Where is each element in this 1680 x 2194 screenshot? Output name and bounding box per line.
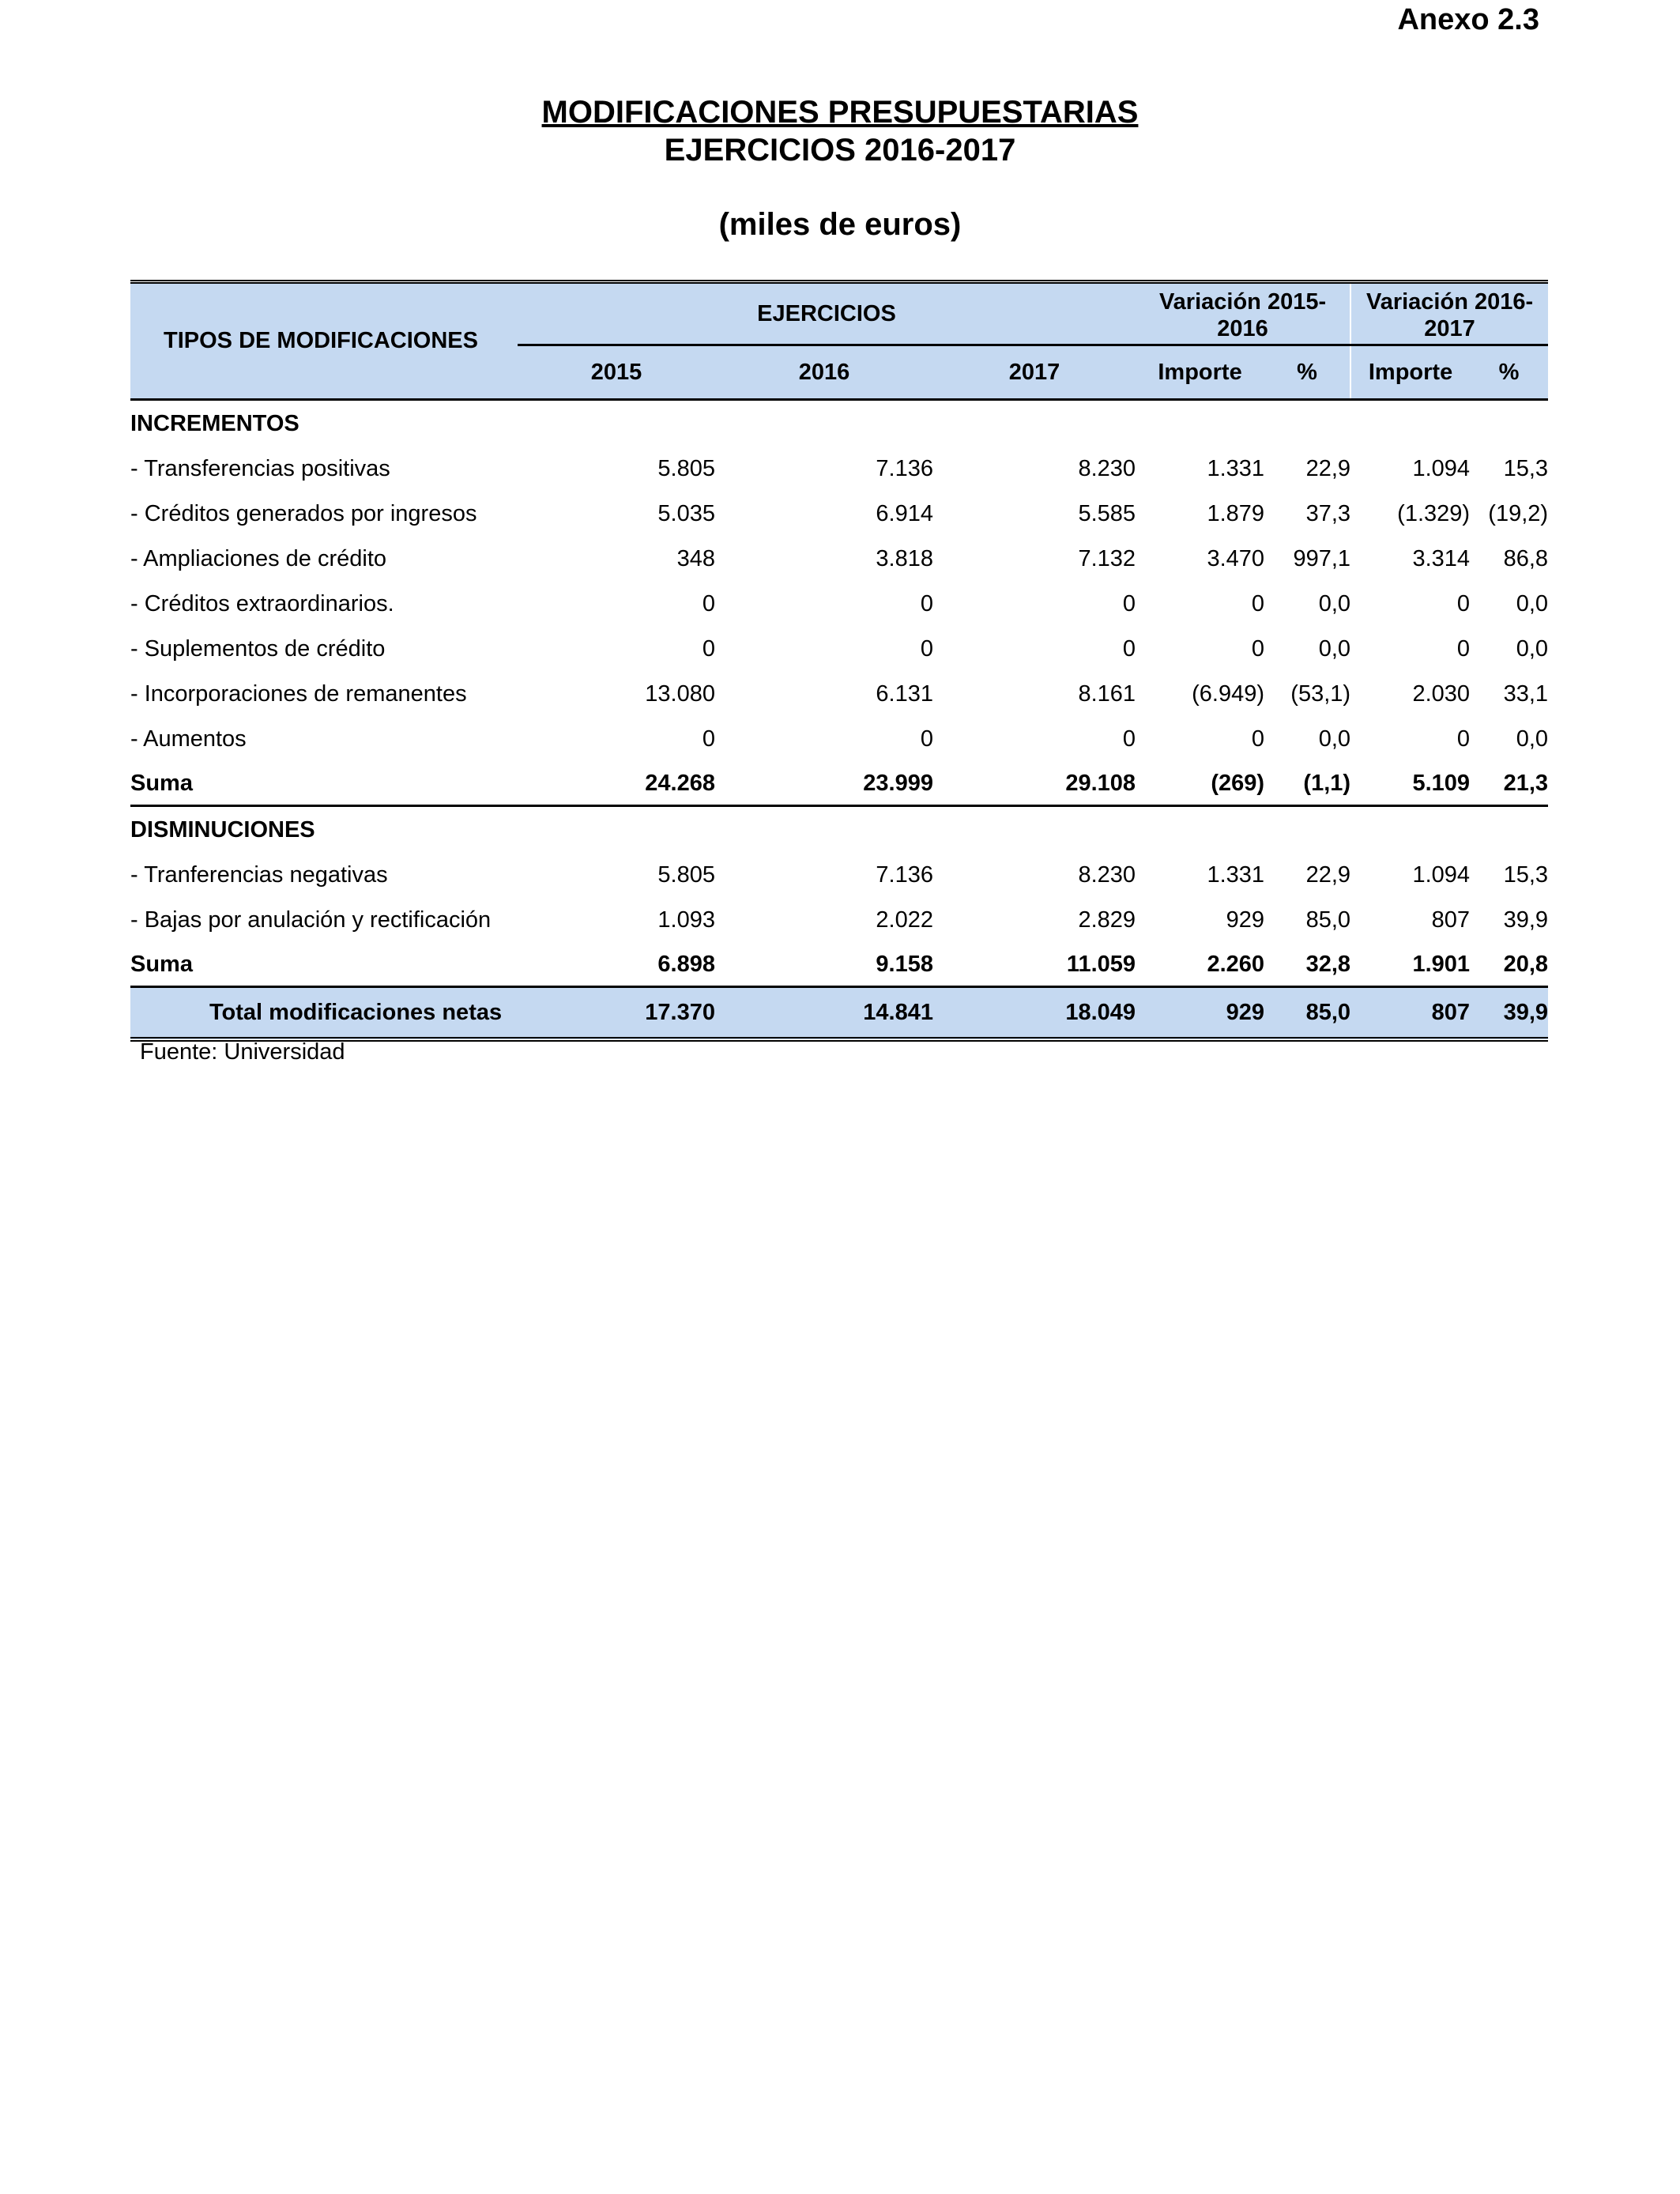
cell-importe-2: 1.901 [1412,951,1471,977]
cell-percent-2: 86,8 [1503,546,1549,571]
annex-label: Anexo 2.3 [1397,3,1539,36]
row-label: - Tranferencias negativas [130,862,388,888]
header-variation-2016-2017: Variación 2016-2017 [1350,282,1548,345]
cell-2016: 7.136 [876,862,933,888]
cell-2016: 9.158 [876,951,933,977]
header-importe-2: Importe [1350,345,1470,400]
total-row [130,987,1548,1040]
header-year-2016: 2016 [715,345,933,400]
cell-importe-2: 0 [1456,726,1471,752]
cell-2015: 13.080 [645,681,715,707]
cell-percent-1: 0,0 [1318,636,1351,662]
cell-importe-1: 1.879 [1207,501,1265,526]
row-label: - Créditos extraordinarios. [130,591,394,616]
cell-2016: 6.914 [876,501,933,526]
header-year-2015: 2015 [518,345,715,400]
cell-importe-2: 807 [1350,987,1470,1040]
table-row [130,582,1548,627]
cell-2016: 7.136 [876,456,933,481]
cell-2017: 2.829 [1078,907,1136,933]
header-tipos: TIPOS DE MODIFICACIONES [130,282,518,400]
disminuciones-sum-row [130,943,1548,987]
cell-percent-2: 0,0 [1516,726,1549,752]
section-disminuciones-heading [130,806,1548,854]
cell-2017: 0 [1122,591,1136,616]
section-heading: INCREMENTOS [130,410,299,436]
cell-importe-2: 2.030 [1412,681,1471,707]
cell-2015: 0 [702,726,715,752]
incrementos-sum-row [130,762,1548,806]
cell-2015: 5.805 [657,456,715,481]
row-label: - Suplementos de crédito [130,636,386,662]
cell-percent-1: 37,3 [1305,501,1351,526]
cell-percent-1: 0,0 [1318,591,1351,616]
cell-percent-1: 85,0 [1264,987,1350,1040]
cell-importe-2: 0 [1456,591,1471,616]
table-row [130,717,1548,762]
table-row [130,853,1548,898]
table-row [130,492,1548,537]
cell-importe-1: 0 [1251,726,1265,752]
cell-2017: 8.230 [1078,862,1136,888]
cell-importe-1: 1.331 [1207,456,1265,481]
row-label: Total modificaciones netas [130,987,518,1040]
cell-2017: 0 [1122,726,1136,752]
header-percent-1: % [1264,345,1350,400]
cell-2017: 8.161 [1078,681,1136,707]
cell-2017: 29.108 [933,762,1136,806]
cell-2017: 18.049 [933,987,1136,1040]
cell-importe-1: (269) [1136,762,1264,806]
cell-importe-2: 1.094 [1412,456,1471,481]
table-row [130,537,1548,582]
cell-percent-1: 22,9 [1305,456,1351,481]
row-label: - Incorporaciones de remanentes [130,681,467,707]
cell-2017: 5.585 [1078,501,1136,526]
cell-2015: 0 [702,591,715,616]
cell-2017: 7.132 [1078,546,1136,571]
cell-percent-1: 32,8 [1305,951,1351,977]
cell-percent-2: 39,9 [1503,907,1549,933]
row-label: - Ampliaciones de crédito [130,546,386,571]
budget-modifications-table [130,280,1548,1042]
row-label: - Créditos generados por ingresos [130,501,477,526]
cell-importe-1: 3.470 [1207,546,1265,571]
cell-2015: 17.370 [518,987,715,1040]
cell-2016: 3.818 [876,546,933,571]
header-ejercicios: EJERCICIOS [518,282,1136,345]
cell-2016: 14.841 [715,987,933,1040]
cell-2017: 0 [1122,636,1136,662]
cell-percent-2: 15,3 [1503,862,1549,888]
cell-2016: 0 [920,636,933,662]
units-label: (miles de euros) [718,207,962,242]
cell-percent-2: 33,1 [1503,681,1549,707]
cell-importe-1: 929 [1226,907,1265,933]
cell-2015: 348 [676,546,715,571]
section-incrementos-heading [130,400,1548,447]
document-titles [0,93,1680,243]
header-year-2017: 2017 [933,345,1136,400]
row-label: Suma [130,762,518,806]
cell-2016: 23.999 [715,762,933,806]
document-title: MODIFICACIONES PRESUPUESTARIAS [541,95,1139,130]
table-row [130,672,1548,717]
cell-percent-2: 0,0 [1516,591,1549,616]
cell-importe-2: 1.094 [1412,862,1471,888]
cell-percent-1: 0,0 [1318,726,1351,752]
cell-2015: 1.093 [657,907,715,933]
cell-2016: 0 [920,726,933,752]
cell-2015: 5.805 [657,862,715,888]
cell-percent-2: 21,3 [1470,762,1548,806]
header-percent-2: % [1470,345,1548,400]
cell-importe-1: (6.949) [1192,681,1265,707]
source-note: Fuente: Universidad [140,1039,345,1065]
row-label: - Bajas por anulación y rectificación [130,907,492,933]
cell-importe-2: (1.329) [1397,501,1471,526]
row-label: - Aumentos [130,726,247,752]
cell-2016: 2.022 [876,907,933,933]
cell-percent-2: 0,0 [1516,636,1549,662]
cell-2017: 11.059 [1066,951,1136,977]
table-row [130,627,1548,672]
cell-importe-1: 2.260 [1207,951,1265,977]
row-label: Suma [130,951,193,977]
cell-percent-2: 15,3 [1503,456,1549,481]
cell-percent-1: 85,0 [1305,907,1351,933]
cell-percent-1: (1,1) [1264,762,1350,806]
cell-importe-2: 807 [1431,907,1471,933]
cell-2017: 8.230 [1078,456,1136,481]
cell-percent-1: (53,1) [1290,681,1351,707]
cell-importe-1: 929 [1136,987,1264,1040]
cell-percent-1: 22,9 [1305,862,1351,888]
cell-percent-1: 997,1 [1293,546,1351,571]
cell-2015: 5.035 [657,501,715,526]
cell-importe-1: 1.331 [1207,862,1265,888]
cell-importe-1: 0 [1251,591,1265,616]
table-row [130,447,1548,492]
cell-2015: 0 [702,636,715,662]
cell-importe-2: 3.314 [1412,546,1471,571]
cell-2016: 6.131 [876,681,933,707]
cell-percent-2: (19,2) [1488,501,1549,526]
cell-2015: 24.268 [518,762,715,806]
row-label: - Transferencias positivas [130,456,390,481]
table-row [130,898,1548,943]
cell-importe-2: 5.109 [1350,762,1470,806]
cell-2015: 6.898 [657,951,715,977]
header-variation-2015-2016: Variación 2015-2016 [1136,282,1350,345]
cell-2016: 0 [920,591,933,616]
cell-importe-2: 0 [1456,636,1471,662]
cell-percent-2: 20,8 [1503,951,1549,977]
section-heading: DISMINUCIONES [130,816,315,843]
document-subtitle: EJERCICIOS 2016-2017 [664,133,1016,168]
header-importe-1: Importe [1136,345,1264,400]
cell-importe-1: 0 [1251,636,1265,662]
cell-percent-2: 39,9 [1470,987,1548,1040]
